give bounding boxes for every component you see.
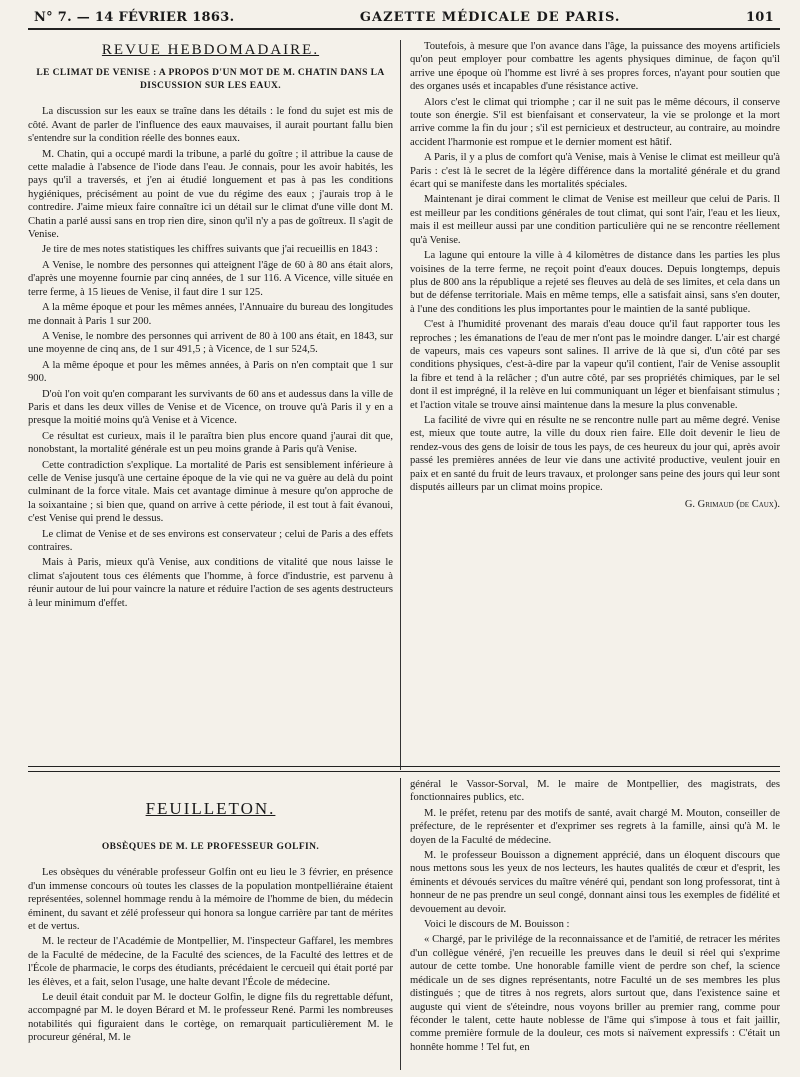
paragraph: Maintenant je dirai comment le climat de Venise est meilleur que celui de Paris. Il est meilleur par les conditions générales de tout climat, qui sont l'air, l'eau et les lieux, mais il est meilleur aussi par une condition particulière qui ne se rencontre réellement qu'à Venise.	[410, 194, 780, 246]
running-head	[28, 10, 780, 30]
paragraph: La lagune qui entoure la ville à 4 kilomètres de distance dans les parties les plus voisines de la terre ferme, ne reçoit point d'eaux douces. Depuis longtemps, depuis plus de 800 ans la république a rejeté ses fleuves au delà de ses limites, et cela dans un but de défense territoriale. Mais en même temps, elle a satisfait ainsi, sans s'en douter, à l'une des conditions les plus importantes pour le maintien de la santé publique.	[410, 250, 780, 315]
paragraph: Alors c'est le climat qui triomphe ; car il ne suit pas le même décours, il conserve toute son énergie. S'il est bienfaisant et conservateur, la vie se prolonge et la mort arrive comme la fin du jour ; s'il est pernicieux et destructeur, au contraire, au moindre accident l'harmonie est rompue et le dernier moment est hâtif.	[410, 96, 780, 148]
section-title: REVUE HEBDOMADAIRE.	[101, 42, 320, 58]
paragraph: Voici le discours de M. Bouisson :	[424, 919, 570, 931]
paragraph: D'où l'on voit qu'en comparant les survivants de 60 ans et audessus dans la ville de Paris et dans les deux villes de Venise et de Vicence, on trouve qu'à Paris il y en a presque la moitié moins qu'à Venise et à Vicence.	[28, 388, 393, 427]
column-divider	[400, 40, 401, 770]
paragraph: Mais à Paris, mieux qu'à Venise, aux conditions de vitalité que nous laisse le climat s'ajoutent tous ces éléments que l'homme, à force d'industrie, est parvenu à réunir autour de lui pour vaincre la nature et réduire l'action de ses agents destructeurs à leur minimum d'effet.	[28, 557, 393, 609]
paragraph: M. le préfet, retenu par des motifs de santé, avait chargé M. Mouton, conseiller de préfecture, de le représenter et d'exprimer ses regrets à la famille, ainsi qu'à M. le doyen de la Faculté de médecine.	[410, 807, 780, 846]
paragraph: Toutefois, à mesure que l'on avance dans l'âge, la puissance des moyens artificiels qu'on peut employer pour combattre les agents physiques diminue, de façon qu'il arrive une époque où l'homme est livré à ses propres forces, n'ayant pour soutien que des organes usés et incapables d'une résistance active.	[410, 41, 780, 93]
paragraph: Cette contradiction s'explique. La mortalité de Paris est sensiblement inférieure à celle de Venise jusqu'à une certaine époque de la vie qui ne va guère au delà du point culminant de la force vitale. Mais cet avantage diminue à mesure qu'on approche de la soixantaine ; si bien que, quand on arrive à cette période, il est tout à fait évanoui, c'est Venise qui prend le dessus.	[28, 459, 393, 525]
author-signature: G. Grimaud (de Caux).	[684, 499, 780, 511]
newspaper-page	[28, 10, 780, 1070]
paragraph: La facilité de vivre qui en résulte ne se rencontre nulle part au même degré. Venise est, mieux que toute autre, la ville du doux rien faire. Elle doit devenir le lieu de rendez-vous des gens de loisir de tous les pays, de ces heureux du jour qui, après avoir passé les premières années de leur vie dans une activité productive, veulent jouir en paix et en santé du fruit de leurs travaux, et prolonger sans peine des jours qui leur sont disputés ailleurs par un climat moins propice.	[410, 414, 780, 493]
paragraph: « Chargé, par le privilége de la reconnaissance et de l'amitié, de retracer les mérites d'un collègue vénéré, j'en recueille les preuves dans le deuil si réel qui s'exprime autour de cette tombe. Une honorable famille vient de perdre son chef, la science médicale un de ses dignes représentants, notre Faculté un de ses membres les plus distingués ; que de titres à nos regrets, alors surtout que, dans l'existence saine et auguste qui vient de s'éteindre, nous voyons briller au premier rang, comme pour féconder le talent, cette haute noblesse de l'âme qui s'impose à tous et fait jaillir, comme première formule de la douleur, ces mots si naïvement expressifs : C'était un honnête homme ! Tel fut, en	[410, 934, 780, 1053]
paragraph: A Venise, le nombre des personnes qui arrivent de 80 à 100 ans était, en 1843, sur une moyenne de cinq ans, de 1 sur 491,5 ; à Vicence, de 1 sur 524,5.	[28, 330, 393, 356]
paragraph: Je tire de mes notes statistiques les chiffres suivants que j'ai recueillis en 1843 :	[42, 244, 378, 256]
right-column	[410, 40, 780, 512]
feuilleton-title: FEUILLETON.	[145, 799, 276, 818]
page-number: 101	[745, 10, 774, 25]
paragraph: Ce résultat est curieux, mais il le paraîtra bien plus encore quand j'aurai dit que, nonobstant, la mortalité générale est un peu moins grande à Paris qu'à Venise.	[28, 430, 393, 456]
paragraph: A la même époque et pour les mêmes années, l'Annuaire du bureau des longitudes me donnait à Paris 1 sur 200.	[28, 302, 393, 327]
feuilleton-right-column	[410, 778, 780, 1056]
paragraph: Le climat de Venise et de ses environs est conservateur ; celui de Paris a des effets contraires.	[28, 528, 393, 553]
paragraph: A la même époque et pour les mêmes années, à Paris on n'en comptait que 1 sur 900.	[28, 359, 393, 385]
paragraph: Les obsèques du vénérable professeur Golfin ont eu lieu le 3 février, en présence d'un immense concours où toutes les classes de la population montpelliéraine étaient représentées, solennel hommage rendu à la mémoire de l'homme de bien, du médecin éminent, du savant et zélé professeur qui honora sa longue carrière par tant de mérites et de vertus.	[28, 867, 393, 933]
paragraph: M. le professeur Bouisson a dignement apprécié, dans un éloquent discours que nous mettons sous les yeux de nos lecteurs, les hautes qualités de cœur et d'esprit, les éminents et dévoués services du maître vénéré qui, pendant son long professorat, tint à honneur de ne pas prendre un seul congé, donnant ainsi tous les exemples de fidélité et devouement au devoir.	[410, 850, 780, 915]
paragraph: C'est à l'humidité provenant des marais d'eau douce qu'il faut rapporter tous les reproches ; les émanations de l'eau de mer n'ont pas le moindre danger. L'air est chargé de vapeurs, mais ces vapeurs sont salines. Il arrive de là que si, d'un côté par ses conditions physiques, c'est-à-dire par la vapeur qu'il contient, l'air de Venise assouplit la fibre et tend à la relâcher ; d'un autre côté, par ses propriétés chimiques, par le sel dont il est imprégné, il la relève en lui communiquant un léger et bienfaisant stimulus ; et l'action vitale se trouve ainsi maintenue dans la mesure la plus convenable.	[410, 319, 780, 411]
paragraph: M. Chatin, qui a occupé mardi la tribune, a parlé du goître ; il attribue la cause de cette maladie à l'absence de l'iode dans l'eau. Je connais, pour les avoir habités, les pays qu'il a traversés, et j'en ai étudié longuement et pas à pas les conditions hygiéniques, précisément au point de vue du régime des eaux ; j'aurais trop à le contredire. J'aime mieux faire connaître ici un détail sur le climat d'une ville dont M. Chatin a parlé aussi sans en trop rien dire, sinon qu'il n'y a pas de goîtreux. Il s'agit de Venise.	[28, 148, 393, 241]
journal-title: GAZETTE MÉDICALE DE PARIS.	[359, 10, 621, 25]
section-rule	[28, 766, 780, 772]
feuilleton-subtitle: OBSÈQUES DE M. LE PROFESSEUR GOLFIN.	[101, 842, 320, 853]
upper-section	[28, 40, 780, 770]
paragraph: général le Vassor-Sorval, M. le maire de Montpellier, des magistrats, des fonctionnaires publics, etc.	[410, 779, 780, 804]
paragraph: Le deuil était conduit par M. le docteur Golfin, le digne fils du regrettable défunt, accompagné par M. le doyen Bérard et M. le professeur René. Parmi les nombreuses notabilités qui figuraient dans le cortège, on remarquait particulièrement M. le procureur général, M. le	[28, 992, 393, 1044]
column-divider	[400, 778, 401, 1070]
feuilleton-section	[28, 778, 780, 1070]
article-subtitle: LE CLIMAT DE VENISE : A PROPOS D'UN MOT DE M. CHATIN DANS LA DISCUSSION SUR LES EAUX.	[36, 68, 385, 92]
feuilleton-left-column	[28, 778, 393, 1047]
issue-date: N° 7. — 14 FÉVRIER 1863.	[34, 10, 235, 25]
left-column	[28, 40, 393, 612]
paragraph: M. le recteur de l'Académie de Montpellier, M. l'inspecteur Gaffarel, les membres de la Faculté de médecine, de la Faculté des sciences, de la Faculté des lettres et de l'École de pharmacie, le corps des étudiants, précédaient le cercueil qui était porté par les élèves, et a fait, selon l'usage, une halte devant l'École de médecine.	[28, 936, 393, 988]
paragraph: A Venise, le nombre des personnes qui atteignent l'âge de 60 à 80 ans était alors, d'après une moyenne fournie par cinq années, de 1 sur 116. A Vicence, ville située en terre ferme, à 15 lieues de Venise, il faut dire 1 sur 125.	[28, 259, 393, 298]
paragraph: A Paris, il y a plus de comfort qu'à Venise, mais à Venise le climat est meilleur qu'à Paris : c'est là le secret de la légère différence dans la mortalité générale et du grand écart qui se manifeste dans les mortalités spéciales.	[410, 152, 780, 191]
paragraph: La discussion sur les eaux se traîne dans les détails : le fond du sujet est mis de côté. Avant de parler de l'influence des eaux mauvaises, il aurait pourtant fallu bien s'entendre sur la condition réelle des bonnes eaux.	[28, 106, 393, 145]
